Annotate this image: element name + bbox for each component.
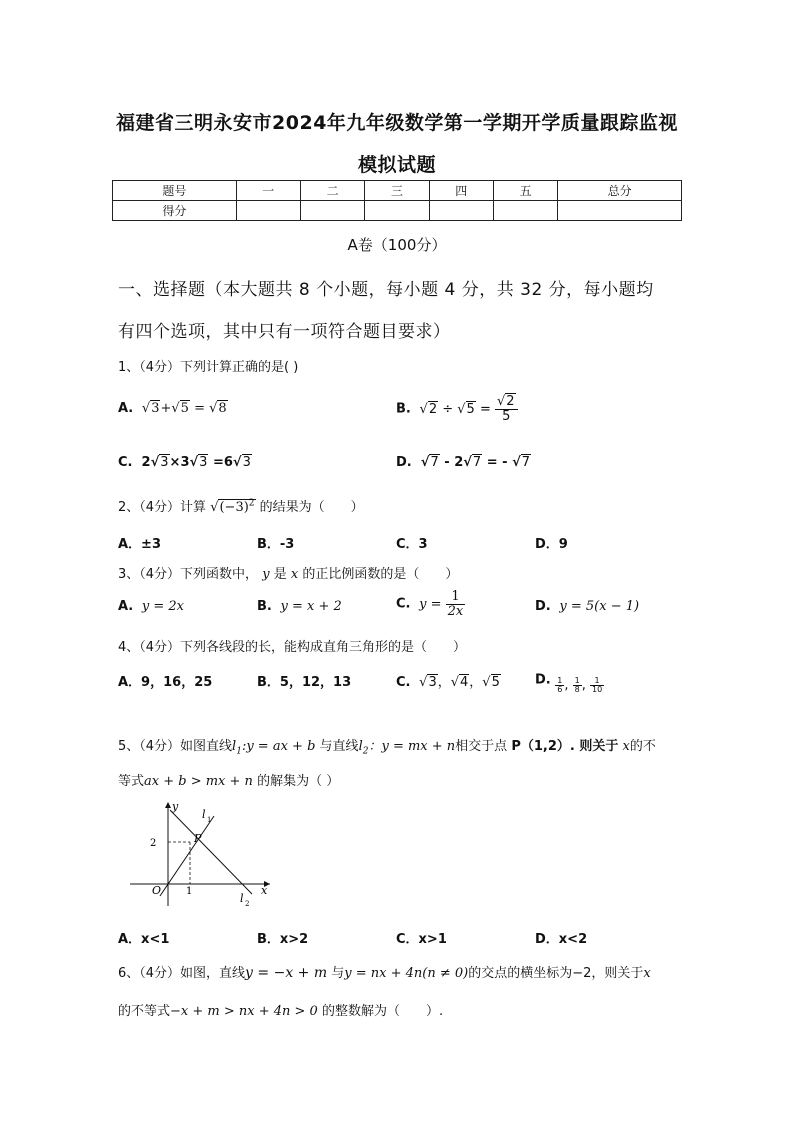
table-cell [365, 201, 429, 221]
math-var: x [290, 567, 299, 582]
question-2-stem [118, 496, 364, 515]
table-cell [558, 201, 682, 221]
math-expression: √3，√4，√5 [415, 675, 500, 690]
stem-text: 的解集为（ ） [257, 774, 340, 789]
math-expression: y = nx + 4n(n ≠ 0) [344, 966, 469, 981]
q5-option-c: C．x>1 [396, 932, 447, 947]
option-label: A. [118, 401, 134, 416]
table-cell: 一 [236, 181, 300, 201]
math-expression: ax + b > mx + n [144, 774, 253, 789]
math-expression: $l_1:y$ = ax + b [232, 739, 316, 757]
q3-option-c [396, 590, 465, 618]
math-expression: y = −x + m [245, 965, 328, 981]
math-expression: $\frac{1}{6}$ , $\frac{1}{8}$ , $\frac{1}{10}$ [557, 676, 603, 695]
tick-label-x: 1 [186, 886, 193, 897]
tick-label-y: 2 [150, 838, 157, 849]
option-label: C. [396, 675, 411, 690]
math-expression: y = x + 2 [276, 599, 342, 614]
l2-label: l [240, 892, 244, 905]
q4-option-b: B．5，12，13 [257, 675, 352, 690]
stem-text: 5、（4分）如图直线 [118, 739, 233, 754]
q4-option-d [535, 671, 604, 695]
section-heading: 一、选择题（本大题共 8 个小题，每小题 4 分，共 32 分，每小题均 [118, 280, 654, 300]
score-table [112, 180, 682, 221]
math-expression: $l_2$：y = mx + n [358, 739, 456, 757]
table-cell: 总分 [558, 181, 682, 201]
math-expression: 2√3×3√3 =6√3 [137, 455, 251, 470]
table-cell [429, 201, 493, 221]
stem-text: 等式 [118, 774, 145, 789]
option-label: C. [396, 596, 411, 612]
table-cell: 四 [429, 181, 493, 201]
option-label: C. [118, 455, 133, 470]
stem-text: 的不等式 [118, 1004, 171, 1019]
question-3-stem [118, 563, 458, 582]
stem-text: 的交点的横坐标为−2，则关于 [468, 966, 644, 981]
stem-text: 与 [331, 966, 345, 981]
table-cell [493, 201, 557, 221]
option-label: D. [535, 672, 551, 688]
q5-graph [118, 796, 288, 916]
table-cell: 二 [300, 181, 364, 201]
volume-heading: A卷（100分） [347, 236, 447, 254]
question-1-stem: 1、（4分）下列计算正确的是( ) [118, 360, 299, 375]
q5-option-b: B．x>2 [257, 932, 309, 947]
q5-option-d: D．x<2 [535, 932, 588, 947]
page-title-line2: 模拟试题 [357, 154, 436, 176]
stem-text: 3、（4分）下列函数中， [118, 567, 259, 582]
stem-text: 的结果为（ ） [259, 500, 364, 515]
l1-subscript: 1 [207, 816, 212, 824]
table-row [113, 201, 682, 221]
l2-subscript: 2 [245, 900, 250, 908]
math-var: x [622, 739, 630, 754]
stem-text: 6、（4分）如图，直线 [118, 966, 246, 981]
table-cell: 得分 [113, 201, 237, 221]
math-var: y [262, 567, 270, 582]
q2-option-c: C．3 [396, 537, 428, 552]
math-expression: y = 5(x − 1) [555, 599, 640, 614]
table-cell [236, 201, 300, 221]
point-label: P（1,2）. 则关于 [511, 739, 619, 754]
section-heading-line2: 有四个选项，其中只有一项符合题目要求） [118, 322, 451, 342]
q3-option-b [257, 599, 342, 614]
stem-text: 2、（4分）计算 [118, 500, 207, 515]
math-expression: $√(-3)^2$ [210, 498, 255, 515]
stem-text: 是 [273, 567, 287, 582]
stem-text: 的整数解为（ ）. [321, 1004, 444, 1019]
q4-option-a: A．9，16，25 [118, 675, 213, 690]
q2-option-a: A．±3 [118, 537, 161, 552]
math-expression: √2 ÷ √5 = $\frac{√2}{5}$ [415, 402, 517, 417]
q1-option-d [396, 455, 531, 470]
y-axis-arrow-icon [165, 802, 171, 808]
question-4-stem: 4、（4分）下列各线段的长，能构成直角三角形的是（ ） [118, 640, 467, 655]
table-cell: 题号 [113, 181, 237, 201]
q2-option-b: B．-3 [257, 537, 295, 552]
math-expression: y = $\frac{1}{2x}$ [415, 589, 464, 619]
q4-option-c [396, 671, 501, 690]
question-6-stem [118, 962, 651, 981]
l1-label: l [202, 808, 206, 821]
table-cell: 三 [365, 181, 429, 201]
stem-text: 与直线 [319, 739, 359, 754]
page-title: 福建省三明永安市2024年九年级数学第一学期开学质量跟踪监视 [116, 112, 678, 134]
q1-option-a [118, 401, 228, 416]
point-p-label: P [194, 832, 202, 845]
q5-option-a: A．x<1 [118, 932, 170, 947]
question-5-stem [118, 735, 656, 757]
origin-label: O [152, 884, 162, 897]
math-expression: √3+√5 = √8 [137, 401, 227, 416]
question-6-stem-line2 [118, 1000, 443, 1019]
stem-text: 的正比例函数的是（ ） [302, 567, 459, 582]
question-5-stem-line2 [118, 770, 339, 789]
q2-option-d: D．9 [535, 537, 568, 552]
math-expression: −x + m > nx + 4n > 0 [170, 1004, 318, 1019]
math-var: x [643, 966, 651, 981]
option-label: B. [396, 401, 411, 417]
option-label: A. [118, 599, 134, 614]
q3-option-d [535, 599, 639, 614]
table-cell: 五 [493, 181, 557, 201]
table-row [113, 181, 682, 201]
q3-option-a [118, 599, 184, 614]
table-cell [300, 201, 364, 221]
math-expression: y = 2x [137, 599, 185, 614]
option-label: D. [535, 599, 551, 614]
y-axis-label: y [172, 800, 179, 813]
stem-text: 的不 [629, 739, 656, 754]
q1-option-b [396, 395, 518, 423]
stem-text: 相交于点 [455, 739, 508, 754]
option-label: B. [257, 599, 272, 614]
math-expression: √7 - 2√7 = - √7 [416, 455, 531, 470]
q1-option-c [118, 455, 252, 470]
x-axis-label: x [261, 884, 268, 897]
option-label: D. [396, 455, 412, 470]
